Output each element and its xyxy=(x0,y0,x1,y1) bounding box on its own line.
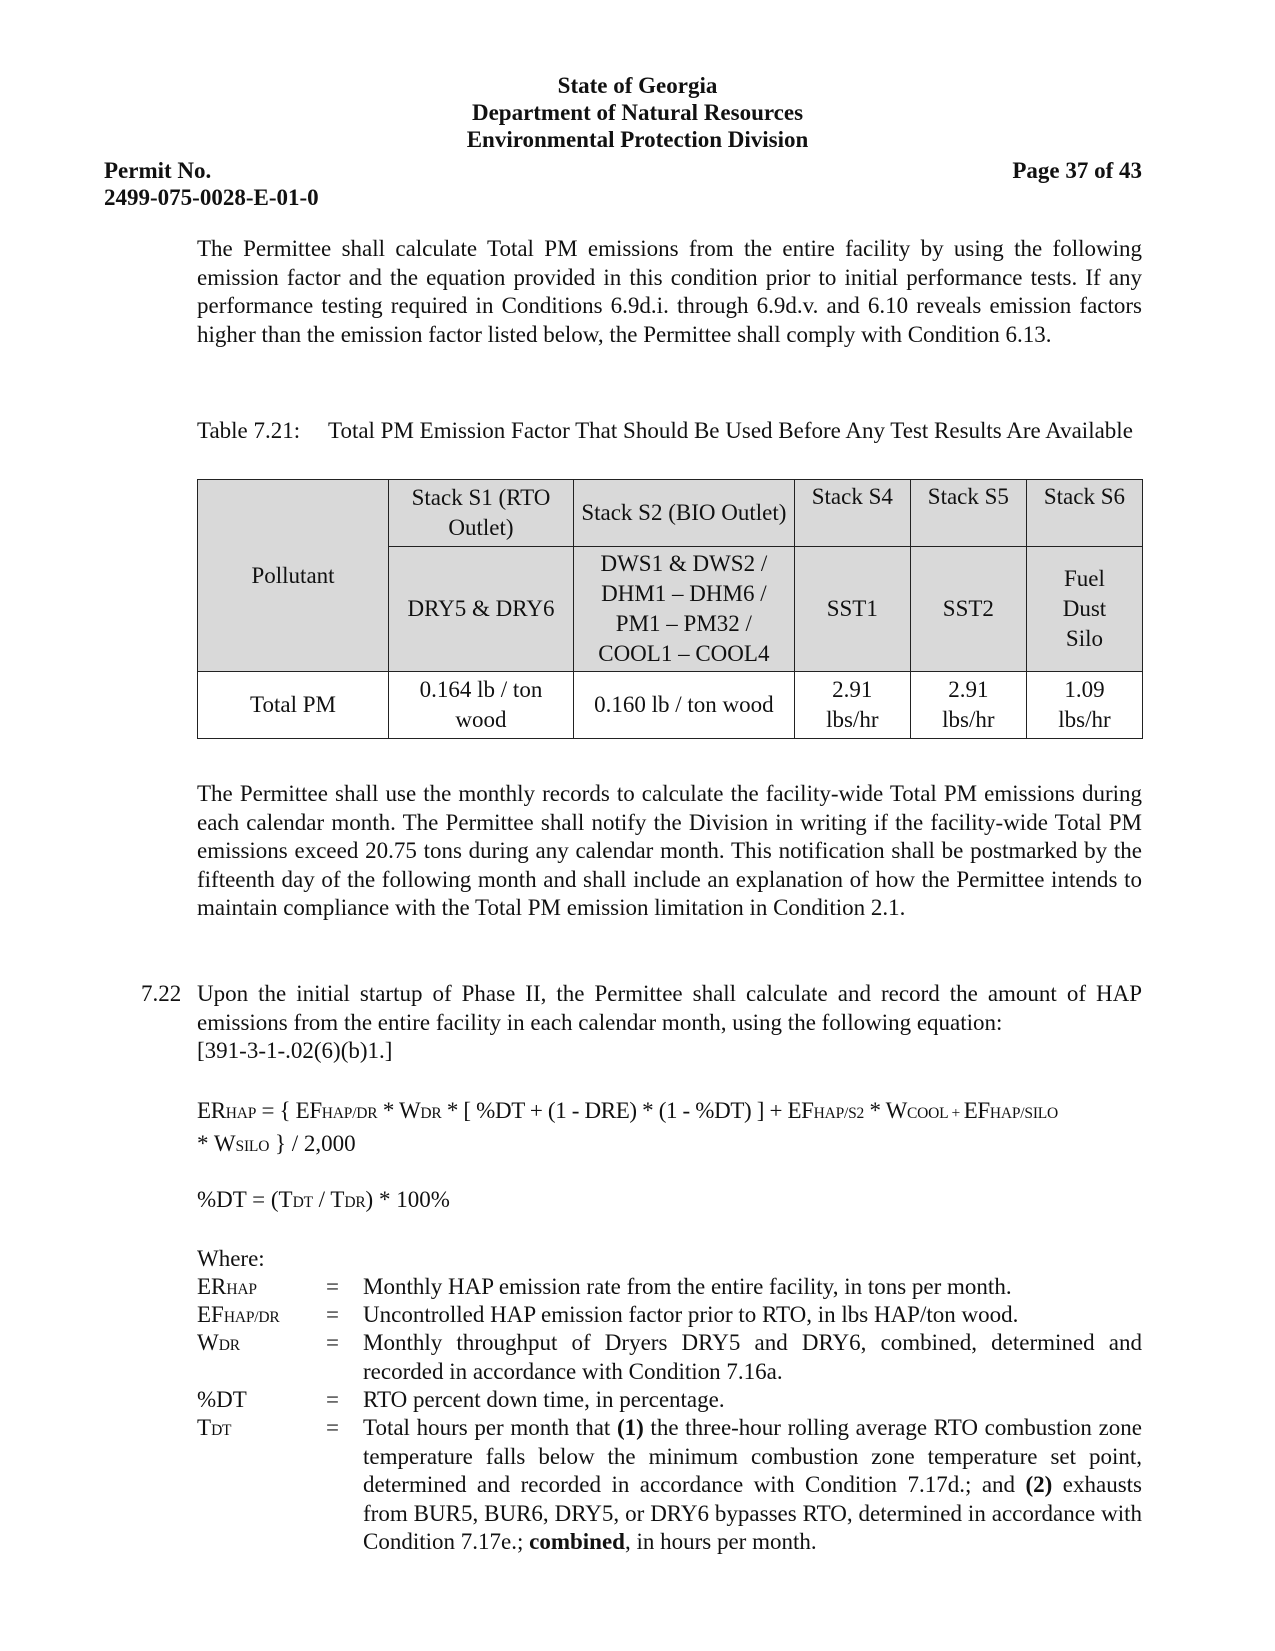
stack-header: Stack S5 xyxy=(910,480,1026,547)
pollutant-header: Pollutant xyxy=(198,480,389,672)
stack-header: Stack S4 xyxy=(794,480,910,547)
definition-row xyxy=(197,1414,1142,1557)
item-722 xyxy=(197,980,1142,1066)
value-cell: 0.160 lb / ton wood xyxy=(573,672,794,739)
hap-equation-line1: ERHAP = { EFHAP/DR * WDR * [ %DT + (1 - DRE) * (1 - %DT) ] + EFHAP/S2 * WCOOL + EFHAP/SILO xyxy=(197,1098,1059,1123)
agency-header xyxy=(0,72,1275,153)
stack-header: Stack S6 xyxy=(1026,480,1142,547)
item-number: 7.22 xyxy=(141,981,182,1006)
definition-row xyxy=(197,1386,1142,1415)
permit-block xyxy=(104,157,319,211)
definition-symbol: TDT xyxy=(197,1415,232,1440)
value-cell: 2.91 lbs/hr xyxy=(794,672,910,739)
permit-number: 2499-075-0028-E-01-0 xyxy=(104,185,319,210)
stack-header: Stack S1 (RTO Outlet) xyxy=(389,480,574,547)
header-state: State of Georgia xyxy=(557,73,718,98)
definition-text: Total hours per month that (1) the three-hour rolling average RTO combustion zone temperature falls below the minimum combustion zone temperature set point, determined and recorded in accordance with Condition 7.17d.; and (2) exhausts from BUR5, BUR6, DRY5, or DRY6 bypasses RTO, determined in accordance with Condition 7.17e.; combined, in hours per month. xyxy=(363,1415,1143,1554)
page-number: Page 37 of 43 xyxy=(1012,158,1142,183)
table-row xyxy=(198,672,1143,739)
item-722-text: Upon the initial startup of Phase II, the Permittee shall calculate and record the amount of HAP emissions from the entire facility in each calendar month, using the following equation: xyxy=(197,981,1142,1035)
value-cell: 2.91 lbs/hr xyxy=(910,672,1026,739)
source-cell: SST1 xyxy=(794,547,910,672)
definition-text: Monthly HAP emission rate from the entire facility, in tons per month. xyxy=(363,1274,1012,1299)
stack-header: Stack S2 (BIO Outlet) xyxy=(573,480,794,547)
definition-symbol: EFHAP/DR xyxy=(197,1302,280,1327)
where-heading: Where: xyxy=(197,1246,265,1271)
source-cell: DWS1 & DWS2 / DHM1 – DHM6 / PM1 – PM32 / COOL1 – COOL4 xyxy=(573,547,794,672)
hap-equation-line2: * WSILO } / 2,000 xyxy=(197,1131,356,1156)
value-cell: 1.09 lbs/hr xyxy=(1026,672,1142,739)
item-722-citation: [391-3-1-.02(6)(b)1.] xyxy=(197,1038,393,1063)
header-department: Department of Natural Resources xyxy=(471,100,804,125)
hap-equation xyxy=(197,1096,1142,1162)
emission-factor-table xyxy=(197,479,1143,739)
equals-sign: = xyxy=(326,1415,339,1440)
definition-symbol: %DT xyxy=(197,1387,247,1412)
equals-sign: = xyxy=(326,1387,339,1412)
definition-symbol: WDR xyxy=(197,1330,240,1355)
source-cell: SST2 xyxy=(910,547,1026,672)
equals-sign: = xyxy=(326,1330,339,1355)
definition-row xyxy=(197,1329,1142,1386)
downtime-equation: %DT = (TDT / TDR) * 100% xyxy=(197,1187,450,1212)
source-cell: DRY5 & DRY6 xyxy=(389,547,574,672)
definition-text: Uncontrolled HAP emission factor prior to RTO, in lbs HAP/ton wood. xyxy=(363,1302,1019,1327)
equals-sign: = xyxy=(326,1274,339,1299)
table-caption-label: Table 7.21: xyxy=(197,418,301,443)
intro-text: The Permittee shall calculate Total PM emissions from the entire facility by using the following emission factor and the equation provided in this condition prior to initial performance tests. If any performance testing required in Conditions 6.9d.i. through 6.9d.v. and 6.10 reveals emission factors higher than the emission factor listed below, the Permittee shall comply with Condition 6.13. xyxy=(197,236,1142,347)
intro-paragraph xyxy=(197,235,1142,349)
table-caption xyxy=(197,416,1142,445)
table-header-row xyxy=(198,480,1143,547)
source-cell: Fuel Dust Silo xyxy=(1026,547,1142,672)
definition-row xyxy=(197,1273,1142,1302)
definition-text: Monthly throughput of Dryers DRY5 and DRY6, combined, determined and recorded in accordance with Condition 7.16a. xyxy=(363,1330,1142,1384)
value-cell: 0.164 lb / ton wood xyxy=(389,672,574,739)
monthly-paragraph xyxy=(197,780,1142,923)
definition-text: RTO percent down time, in percentage. xyxy=(363,1387,725,1412)
header-division: Environmental Protection Division xyxy=(466,127,809,152)
table-caption-text: Total PM Emission Factor That Should Be Used Before Any Test Results Are Available xyxy=(328,418,1133,443)
row-label: Total PM xyxy=(198,672,389,739)
permit-label: Permit No. xyxy=(104,158,212,183)
definition-row xyxy=(197,1301,1142,1330)
definition-symbol: ERHAP xyxy=(197,1274,257,1299)
monthly-text: The Permittee shall use the monthly records to calculate the facility-wide Total PM emissions during each calendar month. The Permittee shall notify the Division in writing if the facility-wide Total PM emissions exceed 20.75 tons during any calendar month. This notification shall be postmarked by the fifteenth day of the following month and shall include an explanation of how the Permittee intends to maintain compliance with the Total PM emission limitation in Condition 2.1. xyxy=(197,781,1142,920)
equals-sign: = xyxy=(326,1302,339,1327)
